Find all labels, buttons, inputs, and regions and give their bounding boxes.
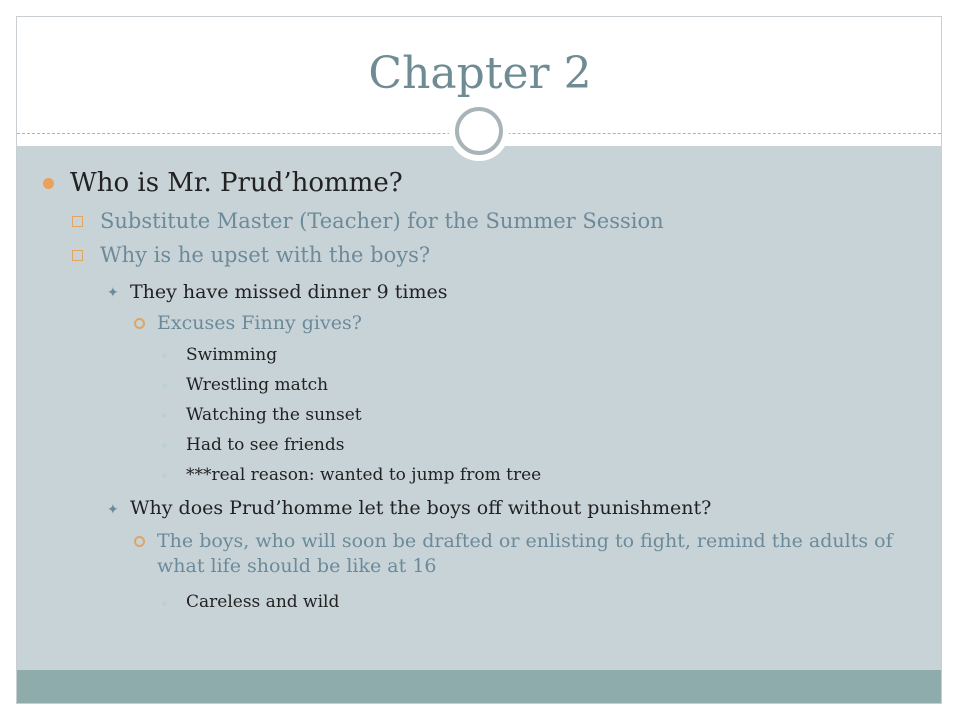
bullet-level2: Why is he upset with the boys? — [100, 243, 431, 267]
bullet-level1: Who is Mr. Prud’homme? — [70, 168, 403, 198]
bullet-level4: The boys, who will soon be drafted or enlisting to fight, remind the adults of what life should be like at 16 — [157, 530, 893, 577]
bullet-small-dot-icon — [162, 601, 167, 606]
bullet-small-dot-icon — [162, 383, 167, 388]
bullet-level3: They have missed dinner 9 times — [130, 281, 448, 303]
bullet-level5: Careless and wild — [186, 592, 340, 612]
bullet-level5: Swimming — [186, 345, 278, 365]
slide-title: Chapter 2 — [368, 48, 592, 99]
circle-ornament-icon — [447, 99, 511, 163]
footer-band — [17, 670, 941, 703]
bullet-small-dot-icon — [162, 353, 167, 358]
bullet-star-icon: ✦ — [107, 285, 119, 301]
bullet-ring-icon — [134, 318, 145, 329]
bullet-square-icon — [72, 216, 83, 227]
bullet-small-dot-icon — [162, 443, 167, 448]
bullet-level5: ***real reason: wanted to jump from tree — [186, 465, 542, 485]
bullet-level5: Watching the sunset — [186, 405, 362, 425]
bullet-level3: Why does Prud’homme let the boys off without punishment? — [130, 497, 712, 519]
bullet-small-dot-icon — [162, 413, 167, 418]
bullet-star-icon: ✦ — [107, 502, 119, 518]
bullet-level2: Substitute Master (Teacher) for the Summer Session — [100, 209, 664, 233]
bullet-small-dot-icon — [162, 473, 167, 478]
bullet-level4: Excuses Finny gives? — [157, 312, 362, 334]
bullet-dot-icon — [43, 178, 54, 189]
bullet-ring-icon — [134, 536, 145, 547]
bullet-level5: Wrestling match — [186, 375, 329, 395]
bullet-level5: Had to see friends — [186, 435, 345, 455]
bullet-square-icon — [72, 250, 83, 261]
